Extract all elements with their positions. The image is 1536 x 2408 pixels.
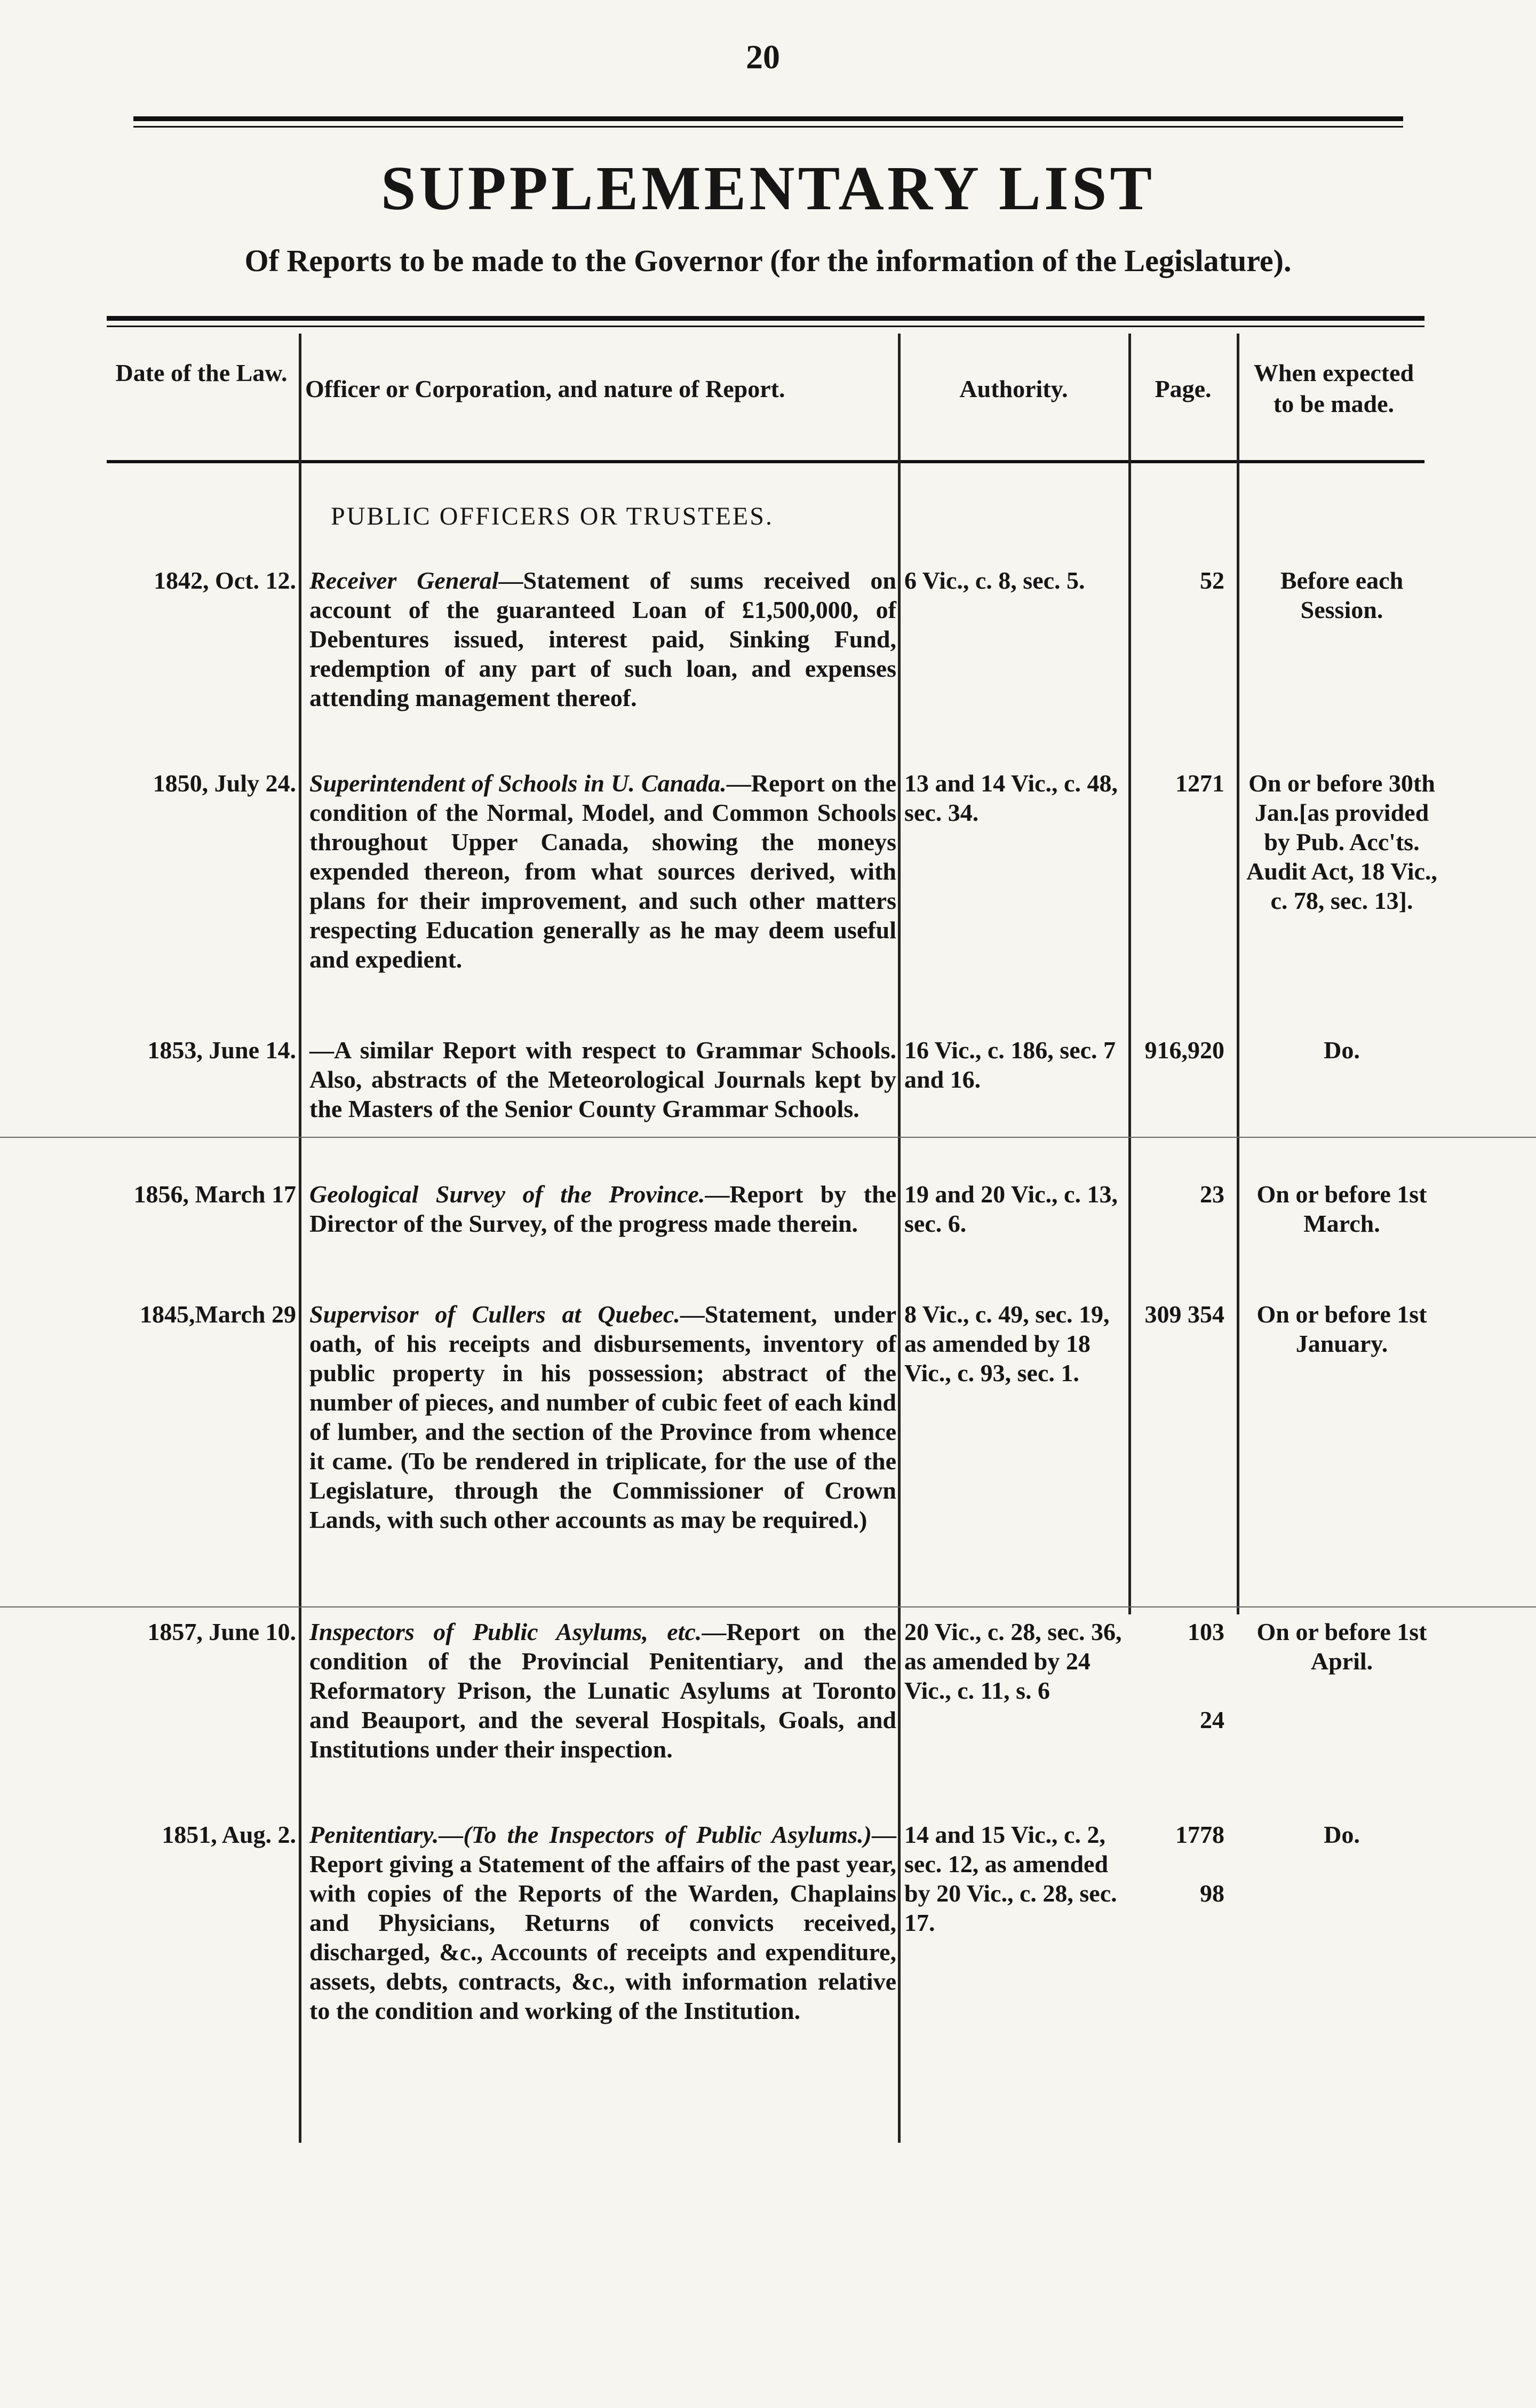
row-authority: 19 and 20 Vic., c. 13, sec. 6.: [904, 1181, 1118, 1237]
row-officer-title: Penitentiary.—(To the Inspectors of Public Asylums.): [309, 1821, 872, 1848]
top-rule-thin: [133, 126, 1403, 128]
row-page: 103: [1188, 1618, 1224, 1645]
column-header-authority: Authority.: [959, 375, 1068, 402]
fold-line: [0, 1137, 1536, 1138]
fold-line: [0, 1606, 1536, 1607]
row-when: Before each Session.: [1280, 567, 1404, 623]
row-when: On or before 1st March.: [1256, 1181, 1427, 1237]
row-date: 1842, Oct. 12.: [153, 567, 296, 594]
row-when: Do.: [1324, 1821, 1360, 1848]
column-header-when: When expected to be made.: [1253, 359, 1414, 417]
section-heading: PUBLIC OFFICERS OR TRUSTEES.: [331, 502, 774, 530]
row-date: 1856, March 17: [133, 1181, 296, 1208]
row-page: 1271: [1175, 770, 1224, 797]
row-date: 1845,March 29: [139, 1301, 296, 1328]
row-authority: 8 Vic., c. 49, sec. 19, as amended by 18 Vic., c. 93, sec. 1.: [904, 1301, 1110, 1387]
row-when: On or before 30th Jan.[as provided by Pub. Acc'ts. Audit Act, 18 Vic., c. 78, sec. 13].: [1246, 770, 1437, 914]
header-bottom-rule: [107, 460, 1424, 463]
column-divider: [299, 334, 301, 2143]
row-page: 23: [1200, 1181, 1224, 1208]
row-officer: [309, 1820, 896, 2025]
row-page-secondary: 24: [1200, 1706, 1224, 1733]
row-page-secondary: 98: [1200, 1880, 1224, 1907]
table-top-rule-thin: [107, 326, 1424, 327]
row-authority: 13 and 14 Vic., c. 48, sec. 34.: [904, 770, 1118, 826]
row-officer-text: —Report on the condition of the Provincial Penitentiary, and the Reformatory Prison, the Lunatic Asylums at Toronto and Beauport, and the several Hospitals, Goals, and Institutions under their inspection.: [309, 1618, 897, 1763]
row-officer-title: Inspectors of Public Asylums, etc.: [309, 1618, 702, 1645]
table-top-rule-thick: [107, 316, 1424, 321]
row-officer: [309, 1179, 896, 1238]
row-date: 1851, Aug. 2.: [162, 1821, 296, 1848]
page-subtitle: Of Reports to be made to the Governor (for the information of the Legislature).: [244, 243, 1292, 278]
row-officer: [309, 1300, 896, 1534]
row-when: On or before 1st January.: [1256, 1301, 1427, 1357]
page-title: SUPPLEMENTARY LIST: [380, 153, 1156, 223]
column-header-page: Page.: [1155, 375, 1212, 402]
row-authority: 14 and 15 Vic., c. 2, sec. 12, as amended by 20 Vic., c. 28, sec. 17.: [904, 1821, 1117, 1936]
row-authority: 16 Vic., c. 186, sec. 7 and 16.: [904, 1036, 1116, 1093]
row-officer: [309, 1035, 896, 1123]
row-page: 52: [1200, 567, 1224, 594]
row-date: 1853, June 14.: [147, 1036, 296, 1064]
row-officer: [309, 1617, 896, 1764]
row-authority: 6 Vic., c. 8, sec. 5.: [904, 567, 1085, 594]
row-officer-text: —Report by the Director of the Survey, of the progress made therein.: [309, 1181, 896, 1237]
top-rule-thick: [133, 116, 1403, 121]
row-officer-title: Receiver General: [309, 567, 499, 594]
row-officer: [309, 566, 896, 712]
row-when: Do.: [1324, 1036, 1360, 1064]
row-officer-title: Superintendent of Schools in U. Canada.: [309, 770, 727, 797]
row-officer: [309, 769, 896, 974]
column-header-officer: Officer or Corporation, and nature of Report.: [305, 375, 785, 402]
row-page: 1778: [1175, 1821, 1224, 1848]
row-officer-title: Geological Survey of the Province.: [309, 1181, 705, 1208]
row-authority: 20 Vic., c. 28, sec. 36, as amended by 24 Vic., c. 11, s. 6: [904, 1618, 1122, 1704]
row-page: 916,920: [1144, 1036, 1224, 1064]
row-date: 1850, July 24.: [153, 770, 296, 797]
column-header-date: Date of the Law.: [115, 359, 288, 386]
row-officer-title: Supervisor of Cullers at Quebec.: [309, 1301, 680, 1328]
row-page: 309 354: [1144, 1301, 1224, 1328]
row-when: On or before 1st April.: [1256, 1618, 1427, 1675]
column-divider: [1128, 334, 1131, 1614]
row-date: 1857, June 10.: [147, 1618, 296, 1645]
row-officer-text: —Statement of sums received on account of the guaranteed Loan of £1,500,000, of Debentures issued, interest paid, Sinking Fund, redemption of any part of such loan, and expenses attending management thereof.: [309, 567, 896, 711]
column-divider: [1237, 334, 1239, 1614]
row-officer-text: —Statement, under oath, of his receipts and disbursements, inventory of public property in his possession; abstract of the number of pieces, and number of cubic feet of each kind of lumber, and the section of the Province from whence it came. (To be rendered in triplicate, for the use of the Legislature, through the Commissioner of Crown Lands, with such other accounts as may be required.): [309, 1301, 896, 1533]
column-divider: [898, 334, 901, 2143]
page-number: 20: [746, 38, 780, 76]
row-officer-text: —Report giving a Statement of the affairs of the past year, with copies of the Reports of the Warden, Chaplains and Physicians, Returns of convicts received, discharged, &c., Accounts of receipts and expenditure, assets, debts, contracts, &c., with information relative to the condition and working of the Institution.: [309, 1821, 896, 2024]
row-officer-text: —A similar Report with respect to Grammar Schools. Also, abstracts of the Meteorological Journals kept by the Masters of the Senior County Grammar Schools.: [309, 1036, 896, 1122]
row-officer-text: —Report on the condition of the Normal, Model, and Common Schools throughout Upper Canada, showing the moneys expended thereon, from what sources derived, with plans for their improvement, and such other matters respecting Education generally as he may deem useful and expedient.: [309, 770, 896, 973]
